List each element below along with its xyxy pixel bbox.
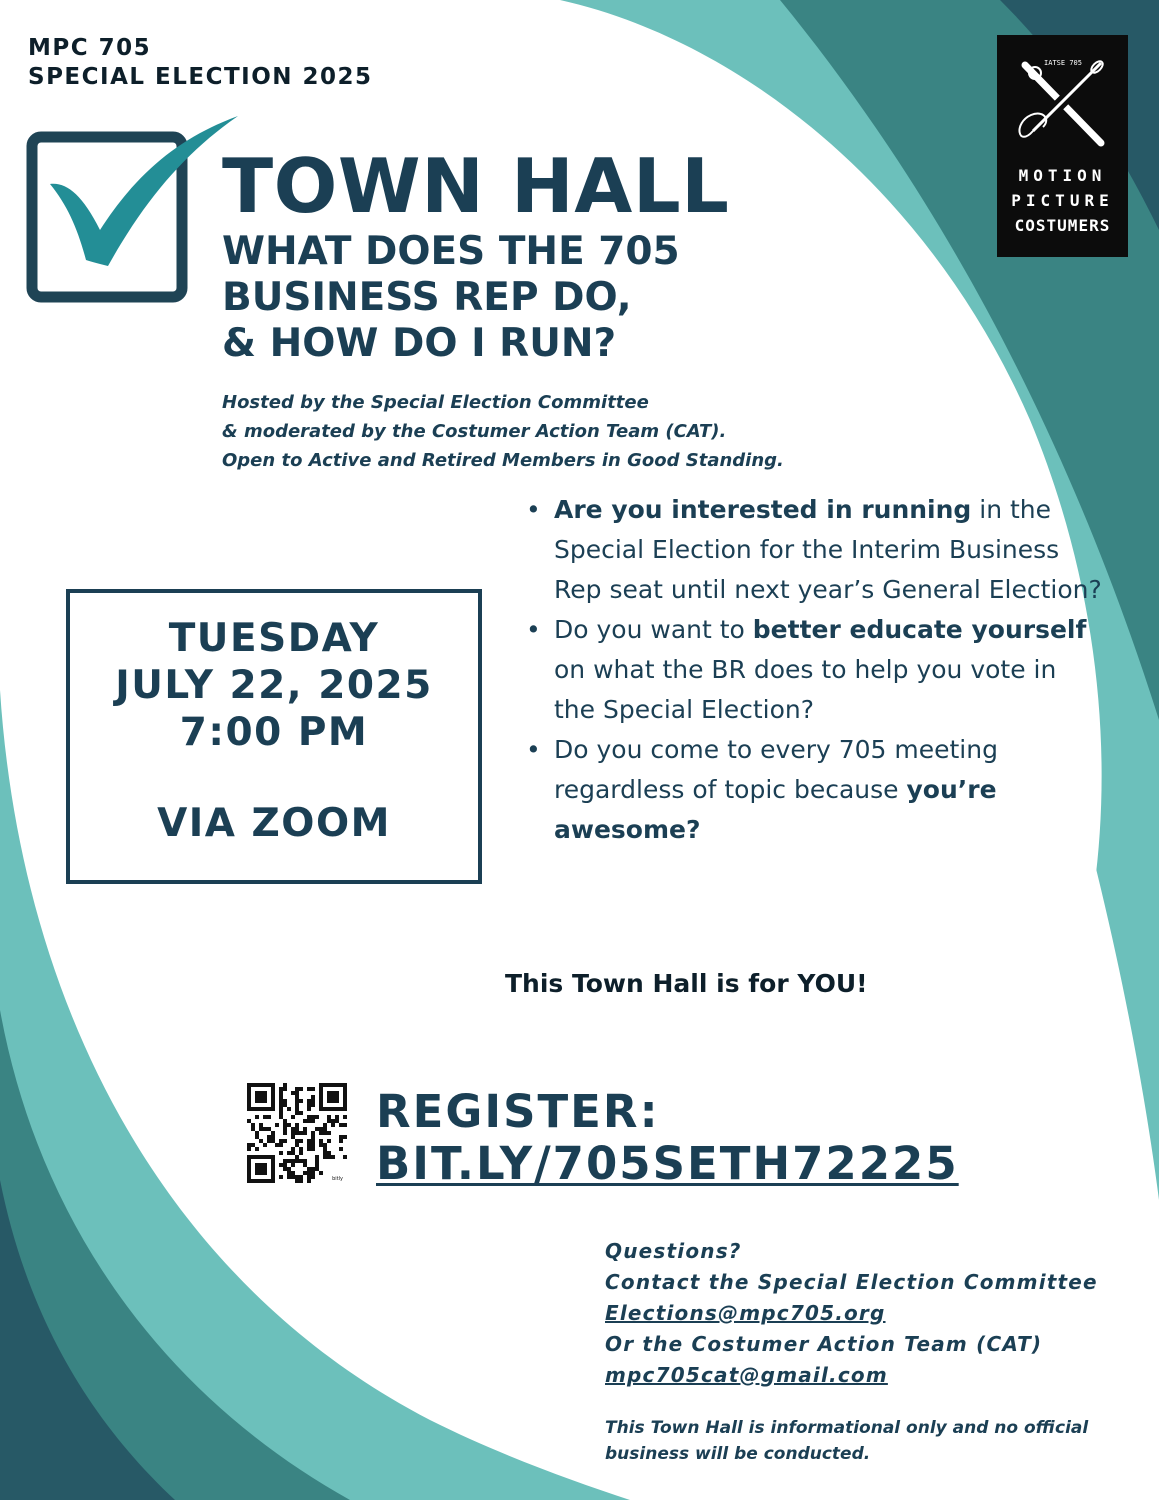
list-item — [522, 490, 1102, 610]
hosted-by-note — [222, 388, 784, 475]
for-you-callout: This Town Hall is for YOU! — [505, 969, 868, 998]
subtitle-line-3: & HOW DO I RUN? — [222, 321, 617, 366]
event-venue: VIA ZOOM — [157, 801, 391, 846]
contact-line-1: Questions? — [605, 1239, 742, 1263]
logo-line-1: MOTION — [1018, 166, 1107, 185]
hosted-line-1: Hosted by the Special Election Committee — [222, 392, 649, 413]
list-item — [522, 610, 1102, 730]
header-line-1: MPC 705 — [28, 35, 152, 61]
register-label: REGISTER: — [376, 1085, 660, 1138]
event-date: JULY 22, 2025 — [115, 663, 433, 708]
event-time: 7:00 PM — [179, 710, 369, 755]
disclaimer-line-1: This Town Hall is informational only and no official — [605, 1418, 1089, 1438]
bullet-1-bold: Are you interested in running — [554, 495, 972, 524]
contact-line-4: Or the Costumer Action Team (CAT) — [605, 1332, 1043, 1356]
check-box-icon — [26, 112, 241, 308]
contact-line-2: Contact the Special Election Committee — [605, 1270, 1098, 1294]
hosted-line-2: & moderated by the Costumer Action Team (CAT). — [222, 421, 727, 442]
qr-label: bitly — [332, 1176, 343, 1182]
elections-email-link[interactable]: Elections@mpc705.org — [605, 1301, 886, 1325]
subtitle-line-1: WHAT DOES THE 705 — [222, 229, 680, 274]
header-election-label — [28, 34, 373, 92]
logo-line-3: COSTUMERS — [1014, 216, 1111, 235]
question-list — [522, 490, 1102, 850]
event-day: TUESDAY — [168, 616, 380, 661]
logo-text — [997, 163, 1128, 238]
cat-email-link[interactable]: mpc705cat@gmail.com — [605, 1363, 888, 1387]
register-link[interactable]: BIT.LY/705SETH72225 — [376, 1137, 959, 1190]
disclaimer-line-2: business will be conducted. — [605, 1444, 871, 1464]
motion-picture-costumers-logo — [997, 35, 1128, 257]
subtitle-line-2: BUSINESS REP DO, — [222, 275, 632, 320]
bullet-2-text: on what the BR does to help you vote in the Special Election? — [554, 655, 1057, 724]
page-subtitle — [222, 229, 680, 367]
event-date-box — [66, 589, 482, 884]
list-item — [522, 730, 1102, 850]
disclaimer — [605, 1415, 1088, 1467]
bullet-3-pre: Do you come to every 705 meeting regardless of topic because — [554, 735, 998, 804]
bullet-1-text: in the Special Election for the Interim Business Rep seat until next year’s General Election? — [554, 495, 1102, 604]
bullet-2-pre: Do you want to — [554, 615, 753, 644]
qr-code[interactable] — [247, 1083, 347, 1183]
crossed-needle-and-safety-pin-icon — [1013, 53, 1113, 153]
logo-line-2: PICTURE — [1011, 191, 1114, 210]
header-line-2: SPECIAL ELECTION 2025 — [28, 64, 373, 90]
register-block — [376, 1086, 959, 1190]
page-title: TOWN HALL — [222, 142, 730, 230]
logo-union-text: IATSE 705 — [1044, 59, 1082, 67]
hosted-line-3: Open to Active and Retired Members in Good Standing. — [222, 450, 784, 471]
contact-info — [605, 1236, 1098, 1391]
bullet-2-bold: better educate yourself — [752, 615, 1087, 644]
bullet-3-bold: you’re awesome? — [554, 775, 997, 844]
